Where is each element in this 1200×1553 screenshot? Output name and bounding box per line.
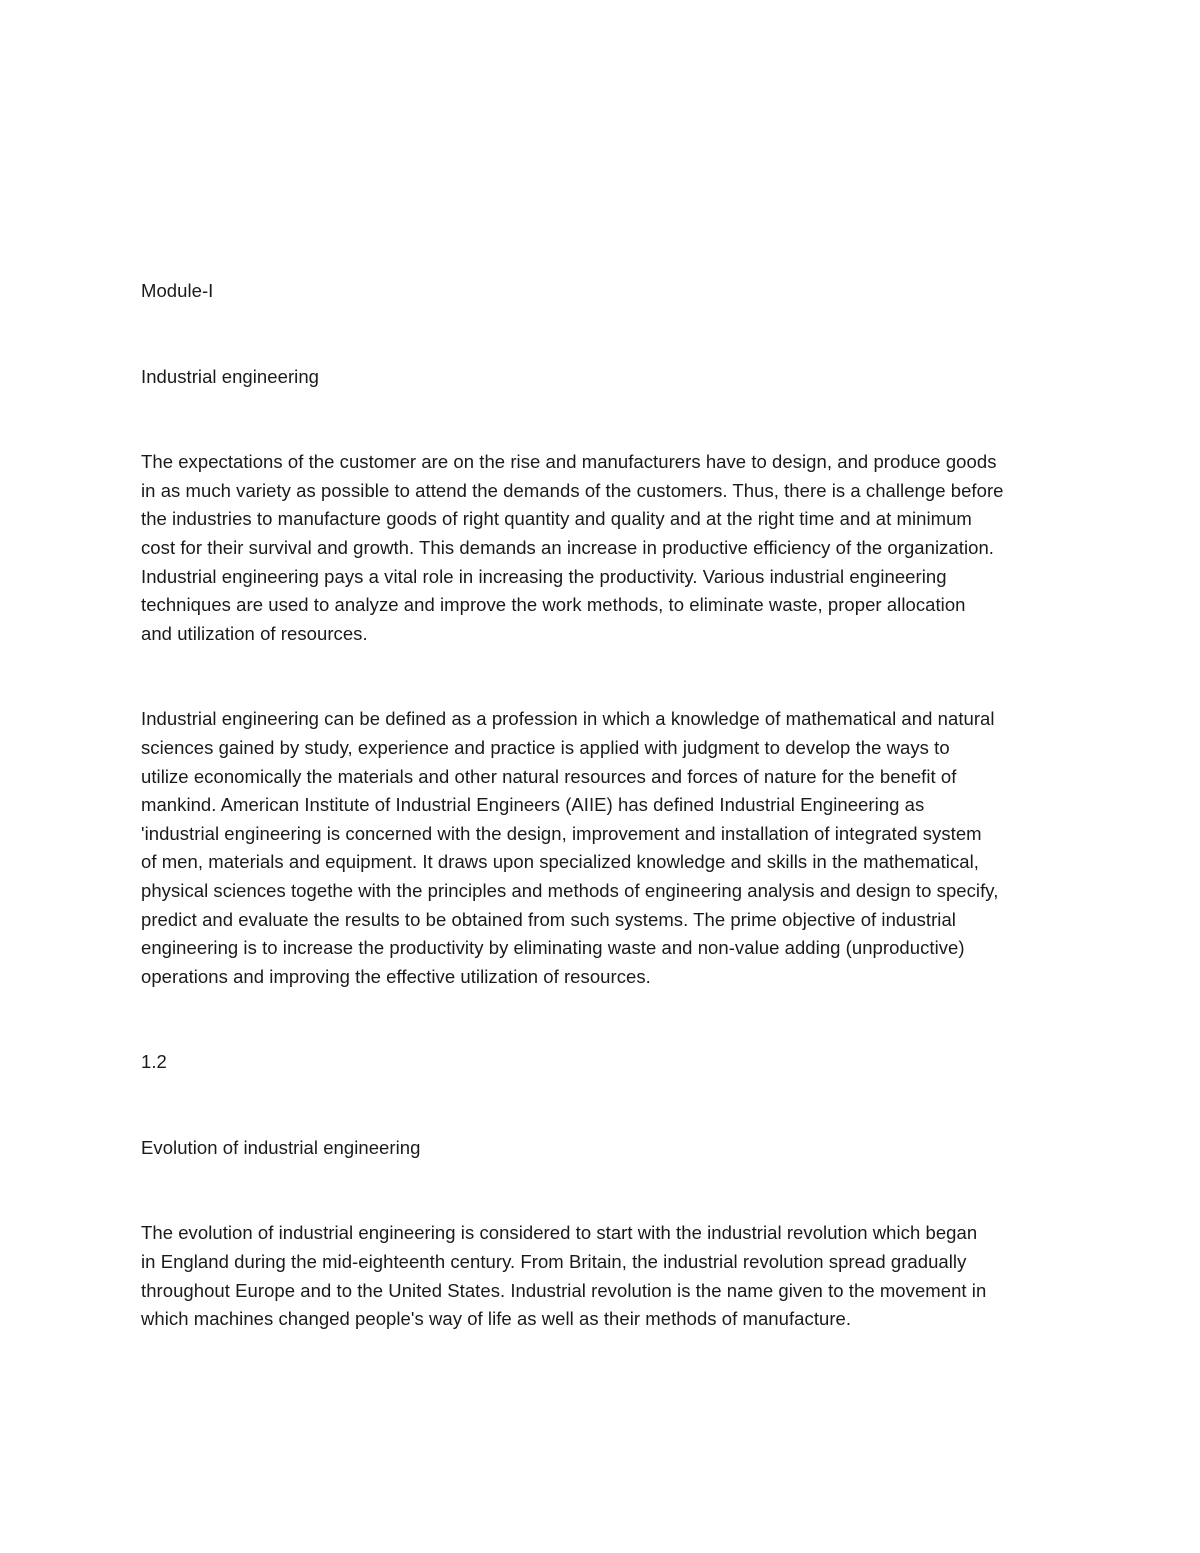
paragraph-line: 'industrial engineering is concerned with the design, improvement and installation of integrated system: [141, 822, 982, 844]
paragraph-line: engineering is to increase the productivity by eliminating waste and non-value adding (unproductive): [141, 937, 965, 959]
paragraph-expectations: [141, 448, 1061, 648]
section-heading-industrial-engineering: [141, 363, 1061, 392]
paragraph-line: operations and improving the effective utilization of resources.: [141, 965, 651, 987]
paragraph-line: and utilization of resources.: [141, 622, 368, 644]
paragraph-line: techniques are used to analyze and improve the work methods, to eliminate waste, proper allocation: [141, 594, 966, 616]
section-number-text: 1.2: [141, 1051, 167, 1073]
paragraph-line: of men, materials and equipment. It draws upon specialized knowledge and skills in the mathematical,: [141, 851, 979, 873]
section-heading-evolution: [141, 1134, 1061, 1163]
paragraph-line: which machines changed people's way of life as well as their methods of manufacture.: [141, 1308, 852, 1330]
heading-text: Evolution of industrial engineering: [141, 1136, 421, 1158]
heading-text: Industrial engineering: [141, 365, 319, 387]
paragraph-line: Industrial engineering can be defined as a profession in which a knowledge of mathematical and natural: [141, 708, 995, 730]
section-number: [141, 1048, 1061, 1077]
paragraph-line: the industries to manufacture goods of right quantity and quality and at the right time and at minimum: [141, 508, 972, 530]
paragraph-line: Industrial engineering pays a vital role in increasing the productivity. Various industrial engineering: [141, 565, 947, 587]
paragraph-evolution: [141, 1219, 1061, 1333]
paragraph-line: in England during the mid-eighteenth century. From Britain, the industrial revolution spread gradually: [141, 1251, 967, 1273]
paragraph-line: throughout Europe and to the United States. Industrial revolution is the name given to the movement in: [141, 1279, 987, 1301]
paragraph-line: in as much variety as possible to attend the demands of the customers. Thus, there is a challenge before: [141, 479, 1004, 501]
paragraph-line: The evolution of industrial engineering is considered to start with the industrial revolution which began: [141, 1222, 978, 1244]
paragraph-line: sciences gained by study, experience and practice is applied with judgment to develop the ways to: [141, 736, 950, 758]
paragraph-line: predict and evaluate the results to be obtained from such systems. The prime objective of industrial: [141, 908, 956, 930]
paragraph-line: cost for their survival and growth. This demands an increase in productive efficiency of the organization.: [141, 536, 994, 558]
module-label-text: Module-I: [141, 280, 214, 301]
document-body: [141, 277, 1061, 1334]
paragraph-line: mankind. American Institute of Industrial Engineers (AIIE) has defined Industrial Engineering as: [141, 794, 925, 816]
paragraph-line: physical sciences togethe with the principles and methods of engineering analysis and design to specify,: [141, 879, 999, 901]
paragraph-line: utilize economically the materials and other natural resources and forces of nature for the benefit of: [141, 765, 957, 787]
paragraph-definition: [141, 705, 1061, 991]
paragraph-line: The expectations of the customer are on the rise and manufacturers have to design, and produce goods: [141, 451, 997, 473]
module-label: [141, 277, 1061, 306]
